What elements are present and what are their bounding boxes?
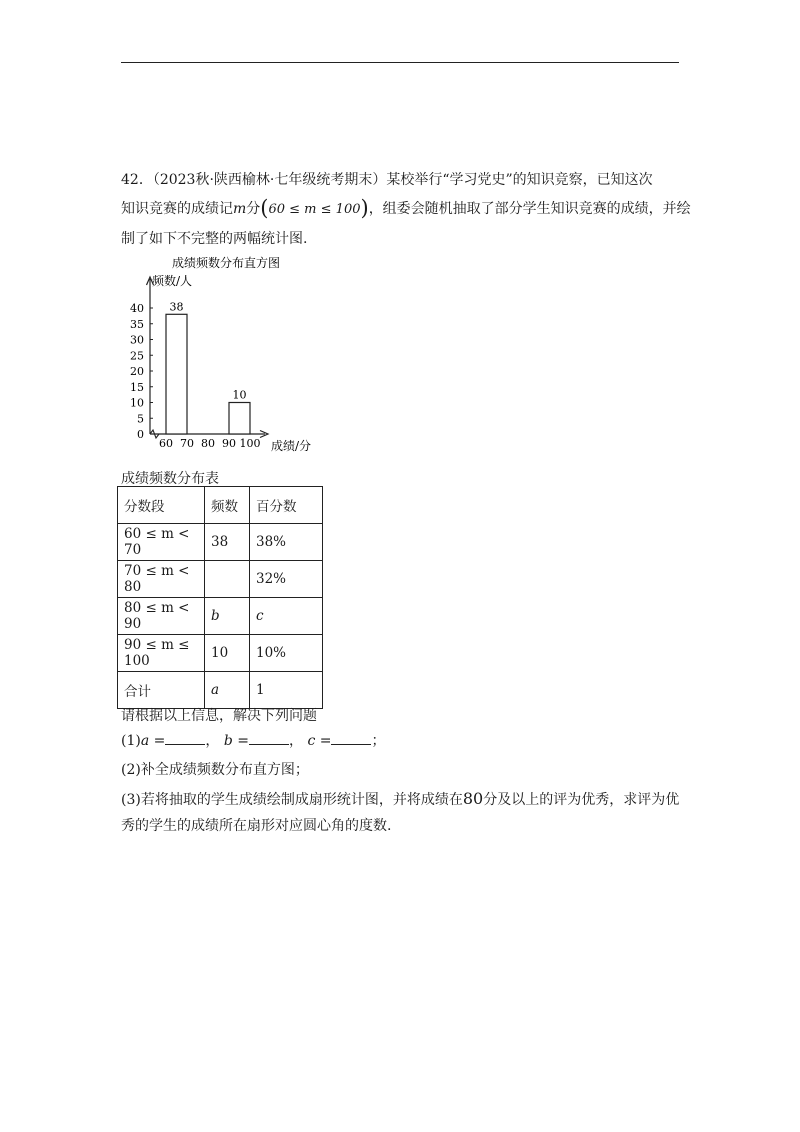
y-tick-label: 5	[137, 412, 144, 426]
y-tick-label: 15	[130, 380, 144, 394]
table-row	[118, 672, 323, 709]
count-cell: 38	[205, 524, 250, 561]
x-tick-label: 80	[201, 437, 215, 450]
sub-question-2: (2)补全成绩频数分布直方图；	[121, 762, 309, 778]
count-cell: 10	[205, 635, 250, 672]
sub3-score: 80	[462, 789, 484, 808]
question-text-2a: 知识竞赛的成绩记	[121, 201, 233, 217]
table-header-row	[118, 487, 323, 524]
percent-cell: 32%	[250, 561, 323, 598]
x-tick-label: 60	[159, 437, 173, 450]
question-number: 42．	[121, 172, 153, 188]
answer-blank-c	[331, 732, 371, 745]
variable-m: m	[233, 201, 247, 217]
count-cell: b	[205, 598, 250, 635]
histogram-bar	[166, 314, 187, 434]
count-cell	[205, 561, 250, 598]
x-tick-label: 90	[222, 437, 236, 450]
sub1-number: (1)	[121, 733, 141, 749]
table-row	[118, 561, 323, 598]
bar-value-label: 10	[232, 388, 247, 402]
sub1-a-label: a =	[140, 733, 166, 749]
x-tick-label: 100	[239, 437, 261, 450]
frequency-table	[117, 486, 323, 709]
question-line-3: 制了如下不完整的两幅统计图.	[121, 231, 308, 247]
table-row	[118, 524, 323, 561]
sub1-sep: ，	[288, 733, 303, 749]
question-line-1	[121, 170, 681, 190]
range-cell: 70 ≤ m < 80	[118, 561, 205, 598]
header-rule	[121, 62, 679, 63]
sub1-c-label: c =	[307, 733, 332, 749]
percent-cell: 1	[250, 672, 323, 709]
sub1-sep: ，	[205, 733, 220, 749]
histogram-bar	[229, 403, 250, 435]
y-axis-label: 频数/人	[152, 274, 193, 288]
answer-blank-a	[165, 732, 205, 745]
sub-question-1	[121, 731, 681, 751]
table-row	[118, 635, 323, 672]
score-range: 60 ≤ m ≤ 100	[268, 202, 361, 217]
question-line-2	[121, 196, 691, 220]
histogram-chart	[120, 253, 330, 453]
x-axis-label: 成绩/分	[271, 439, 312, 453]
x-tick-label: 70	[180, 437, 194, 450]
percent-cell: c	[250, 598, 323, 635]
range-cell: 80 ≤ m < 90	[118, 598, 205, 635]
header-cell: 频数	[205, 487, 250, 524]
prompt-line: 请根据以上信息，解决下列问题	[121, 708, 317, 724]
header-cell: 百分数	[250, 487, 323, 524]
percent-cell: 38%	[250, 524, 323, 561]
question-text-1: 某校举行“学习党史”的知识竞察，已知这次	[386, 172, 653, 188]
y-tick-label: 10	[130, 396, 144, 410]
header-cell: 分数段	[118, 487, 205, 524]
sub3-text-2: 分及以上的评为优秀，求评为优	[483, 792, 680, 808]
question-text-2b: 分	[246, 201, 261, 217]
range-cell: 合计	[118, 672, 205, 709]
y-tick-label: 40	[130, 302, 144, 315]
y-tick-label: 30	[130, 333, 144, 347]
sub1-end: ；	[371, 733, 386, 749]
range-cell: 90 ≤ m ≤ 100	[118, 635, 205, 672]
y-tick-label: 25	[130, 349, 144, 363]
bar-group	[166, 300, 250, 434]
table-caption: 成绩频数分布表	[121, 471, 219, 487]
answer-blank-b	[249, 732, 289, 745]
sub1-b-label: b =	[223, 733, 249, 749]
y-tick-label: 35	[130, 317, 144, 331]
range-cell: 60 ≤ m < 70	[118, 524, 205, 561]
sub3-text-1: (3)若将抽取的学生成绩绘制成扇形统计图，并将成绩在	[121, 792, 463, 808]
sub-question-3-line-1	[121, 789, 681, 810]
y-tick-label: 20	[130, 365, 144, 378]
y-tick-label: 0	[137, 428, 144, 441]
x-tick-group	[159, 437, 261, 450]
percent-cell: 10%	[250, 635, 323, 672]
question-text-2c: ，组委会随机抽取了部分学生知识竞赛的成绩，并绘	[368, 201, 691, 217]
count-cell: a	[205, 672, 250, 709]
paren-open: (	[260, 196, 269, 220]
question-source: （2023秋·陕西榆林·七年级统考期末）	[152, 172, 387, 188]
table-row	[118, 598, 323, 635]
bar-value-label: 38	[169, 300, 184, 314]
chart-title: 成绩频数分布直方图	[172, 256, 281, 270]
sub-question-3-line-2: 秀的学生的成绩所在扇形对应圆心角的度数.	[121, 818, 392, 834]
paren-close: )	[360, 196, 369, 220]
